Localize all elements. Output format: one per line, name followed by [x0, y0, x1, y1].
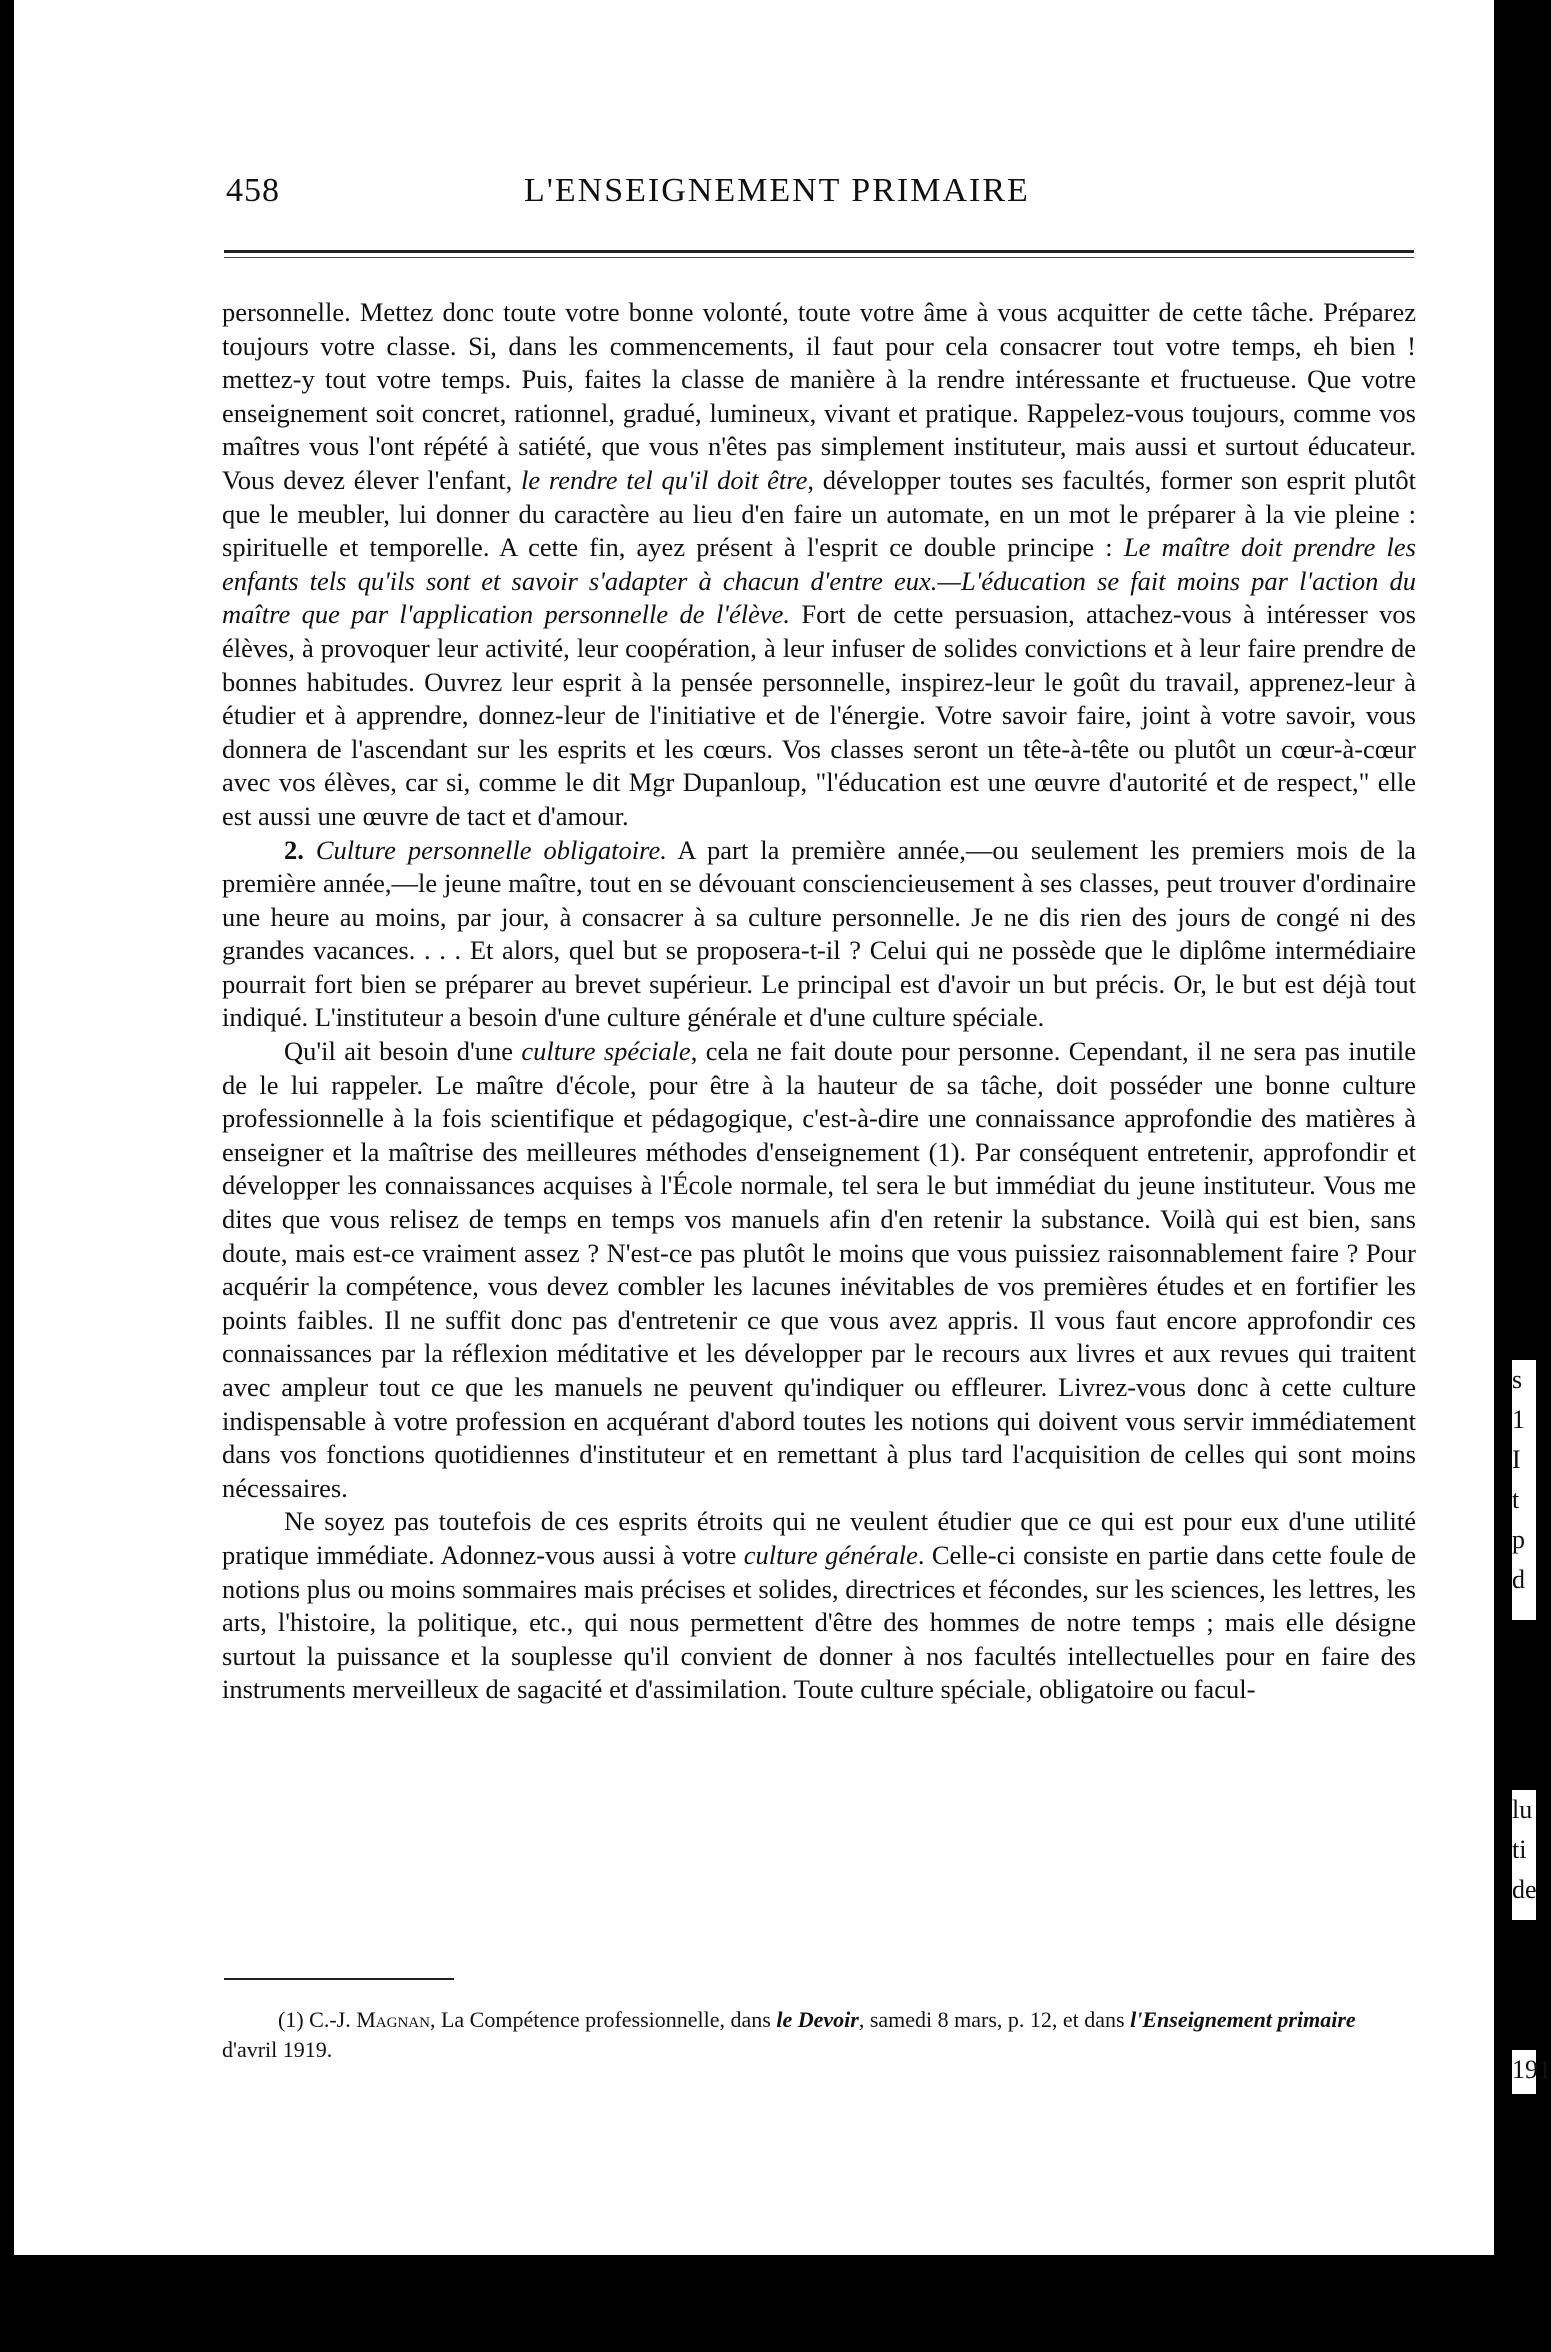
text-segment: personnelle. Mettez donc toute votre bonne volonté, toute votre âme à vous acquitter de cette tâche. Préparez toujours votre classe. Si, dans les commencements, il faut pour cela consacrer tout votre temps, eh bien ! mettez-y tout votre temps. Puis, faites la classe de manière à la rendre intéressante et fructueuse. Que votre enseignement soit concret, rationnel, gradué, lumineux, vivant et pratique. Rappelez-vous toujours, comme vos maîtres vous l'ont répété à satiété, que vous n'êtes pas simplement instituteur, mais aussi et surtout éducateur. Vous devez élever l'enfant, [222, 297, 1416, 495]
italic-text-segment: culture générale [743, 1539, 918, 1570]
italic-text-segment: le Devoir [776, 2007, 859, 2032]
scan-border [0, 2255, 1536, 2352]
text-segment: , cela ne fait doute pour personne. Cependant, il ne sera pas inutile de le lui rappeler. Le maître d'école, pour être à la hauteur de sa tâche, doit posséder une bonne culture professionnelle à la fois scientifique et pédagogique, c'est-à-dire une connaissance approfondie des matières à enseigner et la maîtrise des meilleures méthodes d'enseignement (1). Par conséquent entretenir, approfondir et développer les connaissances acquises à l'École normale, tel sera le but immédiat du jeune instituteur. Vous me dites que vous relisez de temps en temps vos manuels afin d'en retenir la substance. Voilà qui est bien, sans doute, mais est-ce vraiment assez ? N'est-ce pas plutôt le moins que vous puissiez raisonnablement faire ? Pour acquérir la compétence, vous devez combler les lacunes inévitables de vos premières études et en fortifier les points faibles. Il ne suffit donc pas d'entretenir ce que vous avez appris. Il vous faut encore approfondir ces connaissances par la réflexion méditative et les développer par le recours aux livres et aux revues qui traitent avec ampleur tout ce que les manuels ne peuvent qu'indiquer ou effleurer. Livrez-vous donc à cette culture indispensable à votre profession en acquérant d'abord toutes les notions qui doivent vous servir immédiatement dans vos fonctions quotidiennes d'instituteur et en remettant à plus tard l'acquisition de celles qui sont moins nécessaires. [222, 1036, 1417, 1503]
text-segment: , samedi 8 mars, p. 12, et dans [858, 2007, 1131, 2032]
adjacent-page-fragment: 191 [1512, 2050, 1536, 2094]
text-segment: (1) C.-J. [278, 2007, 357, 2032]
text-segment: 2. [284, 834, 316, 865]
italic-text-segment: Le maître doit prendre les enfants tels qu'ils sont et savoir s'adapter à chacun d'entre eux.—L'éducation se fait moins par l'action du maître que par l'application personnelle de l'élève. [222, 532, 1416, 630]
footnote [222, 2005, 1416, 2065]
text-segment: Qu'il ait besoin d'une [284, 1036, 522, 1067]
italic-text-segment: Culture personnelle obligatoire. [315, 834, 667, 865]
page-number: 458 [226, 172, 280, 209]
adjacent-page-edge [1494, 0, 1551, 2255]
italic-text-segment: le rendre tel qu'il doit être [521, 464, 808, 495]
text-segment: , développer toutes ses facultés, former son esprit plutôt que le meubler, lui donner du caractère au lieu d'en faire un automate, en un mot le préparer à la vie pleine : spirituelle et temporelle. A cette fin, ayez présent à l'esprit ce double principe : [222, 464, 1416, 563]
adjacent-page-fragment: lu ti de [1512, 1790, 1536, 1920]
page-header [214, 172, 1414, 212]
paragraph [222, 296, 1416, 834]
paragraph [222, 834, 1416, 1036]
text-segment: A part la première année,—ou seulement les premiers mois de la première année,—le jeune maître, tout en se dévouant consciencieusement à ses classes, peut trouver d'ordinaire une heure au moins, par jour, à consacrer à sa culture personnelle. Je ne dis rien des jours de congé ni des grandes vacances. . . . Et alors, quel but se proposera-t-il ? Celui qui ne possède que le diplôme intermédiaire pourrait fort bien se préparer au brevet supérieur. Le principal est d'avoir un but précis. Or, le but est déjà tout indiqué. L'instituteur a besoin d'une culture générale et d'une culture spéciale. [222, 834, 1417, 1033]
running-title: L'ENSEIGNEMENT PRIMAIRE [524, 172, 1030, 209]
footnote-text [222, 2005, 1416, 2065]
text-segment: Ne soyez pas toutefois de ces esprits étroits qui ne veulent étudier que ce qui est pour eux d'une utilité pratique immédiate. Adonnez-vous aussi à votre [222, 1506, 1416, 1570]
text-segment: Fort de cette persuasion, attachez-vous à intéresser vos élèves, à provoquer leur activité, leur coopération, à leur infuser de solides convictions et à leur faire prendre de bonnes habitudes. Ouvrez leur esprit à la pensée personnelle, inspirez-leur le goût du travail, apprenez-leur à étudier et à apprendre, donnez-leur de l'initiative et de l'énergie. Votre savoir faire, joint à votre savoir, vous donnera de l'ascendant sur les esprits et les cœurs. Vos classes seront un tête-à-tête ou plutôt un cœur-à-cœur avec vos élèves, car si, comme le dit Mgr Dupanloup, "l'éducation est une œuvre d'autorité et de respect," elle est aussi une œuvre de tact et d'amour. [222, 599, 1416, 831]
footnote-rule [224, 1978, 454, 1980]
italic-text-segment: l'Enseignement primaire [1130, 2007, 1356, 2032]
paragraph [222, 1035, 1416, 1505]
adjacent-page-fragment: s 1 I t p d [1512, 1360, 1536, 1620]
text-segment: . Celle-ci consiste en partie dans cette foule de notions plus ou moins sommaires mais précises et solides, directrices et fécondes, sur les sciences, les lettres, les arts, l'histoire, la politique, etc., qui nous permettent d'être des hommes de notre temps ; mais elle désigne surtout la puissance et la souplesse qu'il convient de donner à nos facultés intellectuelles pour en faire des instruments merveilleux de sagacité et d'assimilation. Toute culture spéciale, obligatoire ou facul- [222, 1539, 1416, 1705]
book-page [14, 0, 1494, 2352]
body-text [222, 296, 1416, 1707]
header-rule [224, 250, 1414, 253]
italic-text-segment: culture spéciale [521, 1036, 691, 1067]
paragraph [222, 1505, 1416, 1707]
text-segment: Magnan [356, 2007, 430, 2032]
text-segment: , La Compétence professionnelle, dans [429, 2007, 777, 2032]
header-rule-thin [224, 257, 1414, 258]
text-segment: d'avril 1919. [222, 2037, 333, 2062]
